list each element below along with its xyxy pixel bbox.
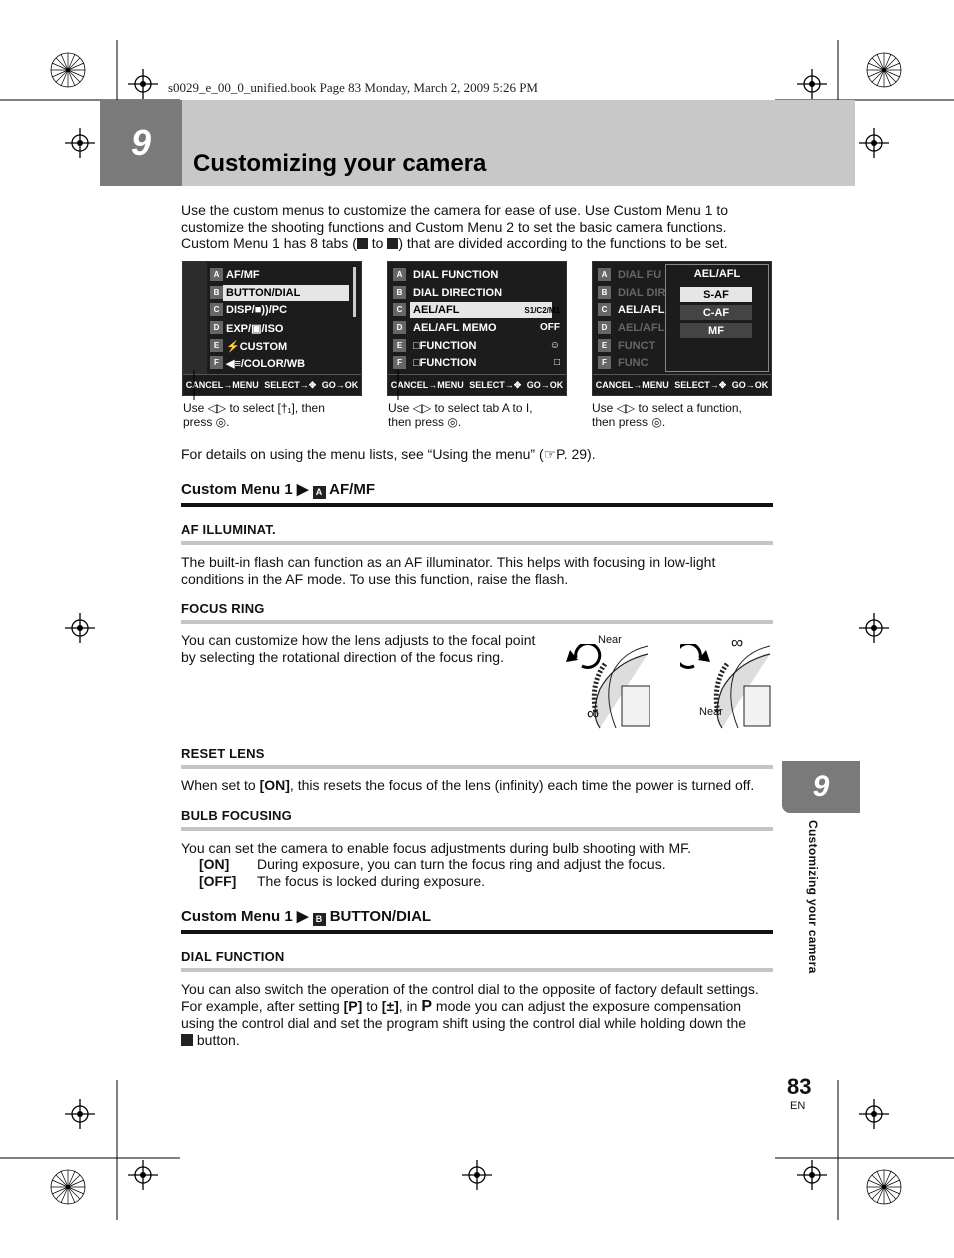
reset-lens-title: RESET LENS [181,746,265,761]
bulb-focusing-title: BULB FOCUSING [181,808,292,823]
details-note: For details on using the menu lists, see “Using the menu” (☞P. 29). [181,446,596,462]
subsection-rule [181,541,773,545]
tab-icon: F [393,356,406,369]
tab-i-icon [387,238,398,249]
af-illuminat-text: The built-in flash can function as an AF illuminator. This helps with focusing in low-light conditions in the AF mode. To use this function, raise the flash. [181,554,716,587]
screen-footer: CANCEL→MENU SELECT→✥ GO→OK [388,374,566,395]
tab-icon: E [393,339,406,352]
popup-option-selected: S-AF [680,287,752,302]
tab-a-icon: A [313,486,326,499]
menu-row: □FUNCTION [413,340,477,352]
menu-row-selected: AEL/AFL [410,302,552,318]
scrollbar [353,267,356,317]
menu-row: DISP/■))/PC [226,304,288,316]
popup-option: MF [680,323,752,338]
tab-icon: D [598,321,611,334]
side-chapter-label: Customizing your camera [806,820,820,974]
tab-a-icon [357,238,368,249]
tab-icon: B [598,286,611,299]
aelafl-popup [665,264,769,372]
subsection-rule [181,827,773,831]
intro-paragraph: Use the custom menus to customize the camera for ease of use. Use Custom Menu 1 to customize the shooting functions and Custom Menu 2 to set the basic camera functions. Custom Menu 1 has 8 tabs ( to ) that are divided according to the functions to be set. [181,202,729,251]
menu-row: DIAL FUNCTION [413,269,499,281]
section-heading-button-dial: Custom Menu 1 ▶ B BUTTON/DIAL [181,908,432,925]
menu-screen-1 [182,261,362,396]
page-language: EN [790,1100,806,1112]
menu-row: AEL/AFL [618,322,665,334]
menu-row: DIAL DIRECTION [413,287,503,299]
bulb-item-on: [ON] During exposure, you can turn the focus ring and adjust the focus. [199,856,666,872]
tab-icon: E [598,339,611,352]
tab-b-icon: B [313,913,326,926]
focus-ring-figure-1 [560,644,650,729]
menu-value: □ [553,357,560,368]
fig1-bottom-label: ∞ [587,704,600,723]
caption-pointer [182,370,202,402]
subsection-rule [181,620,773,624]
screen-1-caption: Use ◁▷ to select [†₁], then press ◎. [183,401,325,429]
reset-lens-text: When set to [ON], this resets the focus of the lens (infinity) each time the power is turned off. [181,777,755,793]
focus-ring-figure-2 [680,644,772,729]
menu-row: AF/MF [226,269,260,281]
bulb-item-off: [OFF] The focus is locked during exposure. [199,873,486,889]
screen-3-caption: Use ◁▷ to select a function, then press ◎. [592,401,742,429]
popup-option: C-AF [680,305,752,320]
book-info-line: s0029_e_00_0_unified.book Page 83 Monday, March 2, 2009 5:26 PM [168,80,538,95]
tab-icon: C [393,303,406,316]
menu-value: OFF [540,322,560,333]
tab-icon: E [210,339,223,352]
tab-icon: A [210,268,223,281]
tab-icon: D [210,321,223,334]
exposure-compensation-icon [181,1034,193,1046]
subsection-rule [181,765,773,769]
screen-footer: CANCEL→MENU SELECT→✥ GO→OK [593,374,771,395]
tab-icon: D [393,321,406,334]
menu-row: ⚡CUSTOM [226,340,288,353]
popup-title: AEL/AFL [693,268,741,280]
chapter-title: Customizing your camera [193,150,487,177]
tab-icon: F [210,356,223,369]
screen-footer: CANCEL→MENU SELECT→✥ GO→OK [183,374,361,395]
side-chapter-tab: 9 [782,761,860,813]
tab-icon: A [598,268,611,281]
tab-icon: F [598,356,611,369]
af-illuminat-title: AF ILLUMINAT. [181,522,276,537]
menu-row-selected: BUTTON/DIAL [223,285,349,301]
menu-screen-3 [592,261,772,396]
section-rule [181,930,773,934]
caption-pointer [386,370,406,402]
menu-screen-2 [387,261,567,396]
side-tab-column [183,262,207,374]
tab-icon: C [210,303,223,316]
fig2-bottom-label: Near [699,706,723,718]
focus-ring-title: FOCUS RING [181,601,265,616]
section-heading-af-mf: Custom Menu 1 ▶ A AF/MF [181,481,375,498]
page-number: 83 [787,1074,812,1099]
menu-row: □FUNCTION [413,357,477,369]
menu-row: EXP/▣/ISO [226,322,284,335]
menu-row: AEL/AFL [618,304,665,316]
menu-value: S1/C2/M1 [524,306,560,315]
chapter-number: 9 [100,100,182,186]
tab-icon: B [393,286,406,299]
bulb-focusing-text: You can set the camera to enable focus adjustments during bulb shooting with MF. [181,840,692,856]
subsection-rule [181,968,773,972]
tab-icon: B [210,286,223,299]
fig1-top-label: Near [598,634,622,646]
focus-ring-text: You can customize how the lens adjusts to the focal point by selecting the rotational direction of the focus ring. [181,632,536,665]
dial-function-title: DIAL FUNCTION [181,949,285,964]
menu-row: AEL/AFL MEMO [413,322,497,334]
menu-row: FUNC [618,357,649,369]
screen-2-caption: Use ◁▷ to select tab A to I, then press ◎. [388,401,533,429]
menu-row: FUNCT [618,340,656,352]
menu-row: DIAL DIR [618,287,665,299]
section-rule [181,503,773,507]
menu-value: ☺ [549,340,560,351]
tab-icon: A [393,268,406,281]
menu-row: DIAL FU [618,269,662,281]
fig2-top-label: ∞ [731,633,744,652]
tab-icon: C [598,303,611,316]
menu-row: ◀≡/COLOR/WB [226,357,306,370]
dial-function-text: You can also switch the operation of the control dial to the opposite of factory default settings. For example, after setting [P] to [±], in P mode you can adjust the exposure compensation using the control dial and set the program shift using the control dial while holding down the button. [181,981,759,1048]
